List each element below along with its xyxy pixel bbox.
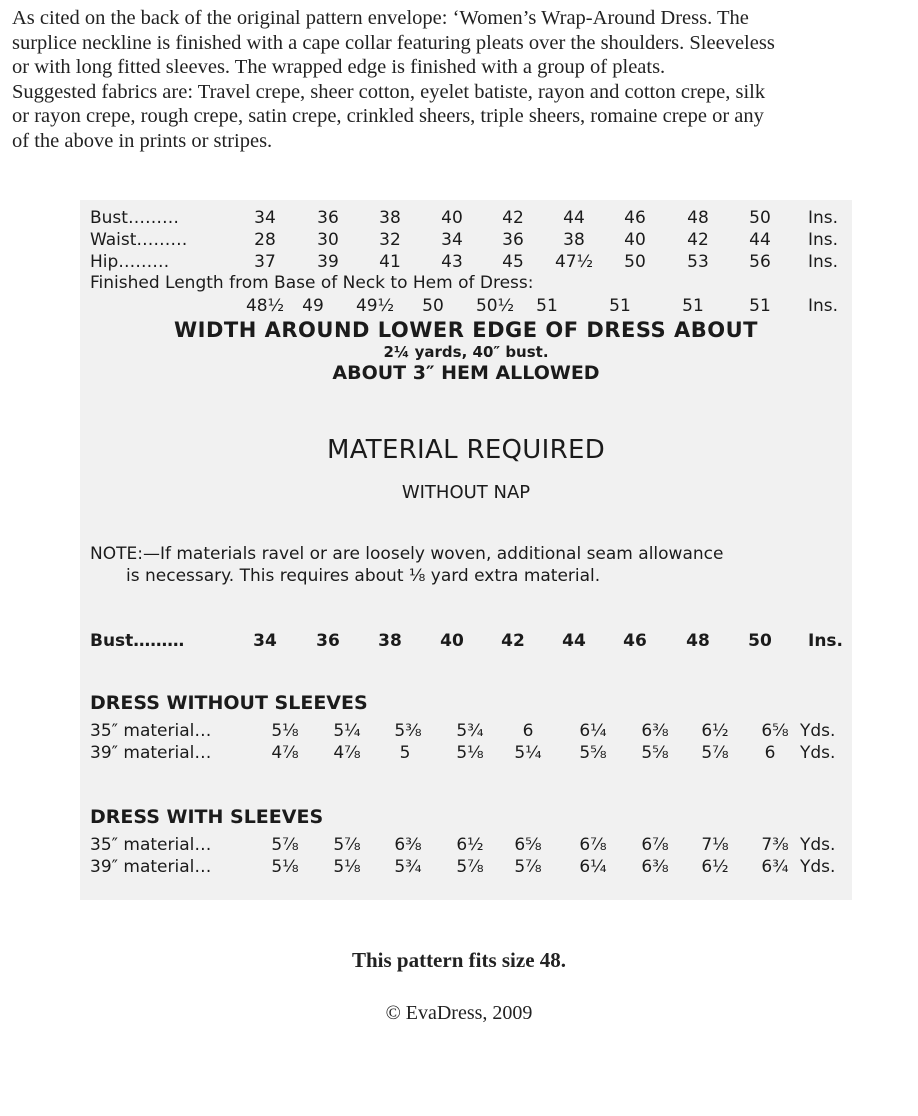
value-cell: 5⅝ xyxy=(641,743,669,763)
value-cell: 5¼ xyxy=(333,721,361,741)
unit-label: Yds. xyxy=(800,835,836,855)
value-cell: 5⅞ xyxy=(514,857,542,877)
value-cell: 51 xyxy=(682,296,704,316)
value-cell: 5⅞ xyxy=(701,743,729,763)
fit-note: This pattern fits size 48. xyxy=(351,948,567,972)
value-cell: 7⅛ xyxy=(701,835,729,855)
measurement-row-waist xyxy=(90,229,850,251)
value-cell: 40 xyxy=(440,631,464,651)
finished-length-label: Finished Length from Base of Neck to Hem of Dress: xyxy=(90,273,534,293)
value-cell: 34 xyxy=(254,208,276,228)
value-cell: 7⅜ xyxy=(761,835,789,855)
unit-label: Ins. xyxy=(808,230,839,250)
ravel-note xyxy=(90,543,850,587)
value-cell: 51 xyxy=(609,296,631,316)
value-cell: 5⅛ xyxy=(333,857,361,877)
value-cell: 46 xyxy=(623,631,647,651)
row-label: Bust……… xyxy=(90,208,179,228)
section-heading-without-sleeves: DRESS WITHOUT SLEEVES xyxy=(90,692,368,714)
value-cell: 6⅜ xyxy=(394,835,422,855)
value-cell: 50 xyxy=(748,631,772,651)
without-nap-subtitle: WITHOUT NAP xyxy=(401,482,531,503)
value-cell: 50 xyxy=(422,296,444,316)
value-cell: 46 xyxy=(624,208,646,228)
value-cell: 5⅜ xyxy=(394,721,422,741)
value-cell: 36 xyxy=(317,208,339,228)
unit-label: Ins. xyxy=(808,631,844,651)
value-cell: 5⅛ xyxy=(456,743,484,763)
yardage-row xyxy=(90,856,850,878)
finished-length-row xyxy=(90,295,850,317)
value-cell: 40 xyxy=(441,208,463,228)
value-cell: 44 xyxy=(562,631,586,651)
value-cell: 41 xyxy=(379,252,401,272)
value-cell: 6½ xyxy=(701,721,729,741)
value-cell: 6¾ xyxy=(761,857,789,877)
measurement-row-hip xyxy=(90,251,850,273)
value-cell: 53 xyxy=(687,252,709,272)
value-cell: 6 xyxy=(764,743,776,763)
intro-text xyxy=(12,6,912,153)
material-bust-row xyxy=(90,630,850,652)
value-cell: 5¾ xyxy=(456,721,484,741)
yardage-row xyxy=(90,834,850,856)
note-line: NOTE:—If materials ravel or are loosely woven, additional seam allowance xyxy=(90,544,724,564)
value-cell: 6¼ xyxy=(579,721,607,741)
intro-line: or with long fitted sleeves. The wrapped edge is finished with a group of pleats. xyxy=(12,56,666,78)
value-cell: 28 xyxy=(254,230,276,250)
value-cell: 44 xyxy=(749,230,771,250)
value-cell: 38 xyxy=(563,230,585,250)
row-label: Waist……… xyxy=(90,230,188,250)
value-cell: 6½ xyxy=(701,857,729,877)
yardage-row xyxy=(90,720,850,742)
value-cell: 30 xyxy=(317,230,339,250)
value-cell: 5⅛ xyxy=(271,721,299,741)
value-cell: 48 xyxy=(686,631,710,651)
value-cell: 47½ xyxy=(554,252,594,272)
width-heading: WIDTH AROUND LOWER EDGE OF DRESS ABOUT xyxy=(174,318,758,342)
yardage-row xyxy=(90,742,850,764)
value-cell: 6¼ xyxy=(579,857,607,877)
value-cell: 5⅞ xyxy=(271,835,299,855)
value-cell: 38 xyxy=(379,208,401,228)
value-cell: 40 xyxy=(624,230,646,250)
value-cell: 34 xyxy=(441,230,463,250)
value-cell: 49 xyxy=(302,296,324,316)
value-cell: 6⅞ xyxy=(579,835,607,855)
measurement-row-bust xyxy=(90,207,850,229)
value-cell: 51 xyxy=(536,296,558,316)
row-label: 35″ material… xyxy=(90,721,212,741)
note-line: is necessary. This requires about ⅛ yard extra material. xyxy=(126,566,601,586)
value-cell: 37 xyxy=(254,252,276,272)
unit-label: Yds. xyxy=(800,721,836,741)
pattern-envelope-scan xyxy=(80,200,852,900)
value-cell: 6 xyxy=(522,721,534,741)
value-cell: 48 xyxy=(687,208,709,228)
row-label: Bust……… xyxy=(90,631,185,651)
value-cell: 36 xyxy=(316,631,340,651)
value-cell: 6⅜ xyxy=(641,721,669,741)
value-cell: 4⅞ xyxy=(333,743,361,763)
value-cell: 50 xyxy=(749,208,771,228)
value-cell: 50½ xyxy=(475,296,515,316)
unit-label: Yds. xyxy=(800,857,836,877)
value-cell: 42 xyxy=(501,631,525,651)
row-label: 39″ material… xyxy=(90,743,212,763)
value-cell: 39 xyxy=(317,252,339,272)
hem-note: ABOUT 3″ HEM ALLOWED xyxy=(332,362,600,384)
section-heading-with-sleeves: DRESS WITH SLEEVES xyxy=(90,806,324,828)
value-cell: 44 xyxy=(563,208,585,228)
value-cell: 6½ xyxy=(456,835,484,855)
value-cell: 49½ xyxy=(355,296,395,316)
value-cell: 34 xyxy=(253,631,277,651)
width-value: 2¼ yards, 40″ bust. xyxy=(383,343,549,361)
value-cell: 56 xyxy=(749,252,771,272)
value-cell: 5 xyxy=(399,743,411,763)
unit-label: Ins. xyxy=(808,208,839,228)
intro-line: Suggested fabrics are: Travel crepe, sheer cotton, eyelet batiste, rayon and cotton crepe, silk xyxy=(12,80,766,103)
unit-label: Yds. xyxy=(800,743,836,763)
value-cell: 5⅞ xyxy=(333,835,361,855)
value-cell: 5⅞ xyxy=(456,857,484,877)
unit-label: Ins. xyxy=(808,296,839,316)
row-label: Hip……… xyxy=(90,252,170,272)
value-cell: 6⅜ xyxy=(641,857,669,877)
value-cell: 4⅞ xyxy=(271,743,299,763)
value-cell: 50 xyxy=(624,252,646,272)
value-cell: 38 xyxy=(378,631,402,651)
value-cell: 36 xyxy=(502,230,524,250)
value-cell: 51 xyxy=(749,296,771,316)
value-cell: 42 xyxy=(687,230,709,250)
value-cell: 43 xyxy=(441,252,463,272)
intro-line: surplice neckline is finished with a cape collar featuring pleats over the shoulders. Sleeveless xyxy=(12,31,775,54)
value-cell: 5¾ xyxy=(394,857,422,877)
intro-line: or rayon crepe, rough crepe, satin crepe, crinkled sheers, triple sheers, romaine crepe or any xyxy=(12,105,764,127)
row-label: 35″ material… xyxy=(90,835,212,855)
intro-line: As cited on the back of the original pattern envelope: ‘Women’s Wrap-Around Dress. The xyxy=(12,7,749,29)
value-cell: 32 xyxy=(379,230,401,250)
value-cell: 6⅝ xyxy=(514,835,542,855)
value-cell: 48½ xyxy=(245,296,285,316)
value-cell: 5¼ xyxy=(514,743,542,763)
row-label: 39″ material… xyxy=(90,857,212,877)
value-cell: 45 xyxy=(502,252,524,272)
unit-label: Ins. xyxy=(808,252,839,272)
intro-line: of the above in prints or stripes. xyxy=(12,129,273,152)
value-cell: 6⅞ xyxy=(641,835,669,855)
material-required-title: MATERIAL REQUIRED xyxy=(326,435,606,465)
copyright: © EvaDress, 2009 xyxy=(385,1002,533,1024)
value-cell: 5⅛ xyxy=(271,857,299,877)
value-cell: 5⅝ xyxy=(579,743,607,763)
value-cell: 6⅝ xyxy=(761,721,789,741)
value-cell: 42 xyxy=(502,208,524,228)
